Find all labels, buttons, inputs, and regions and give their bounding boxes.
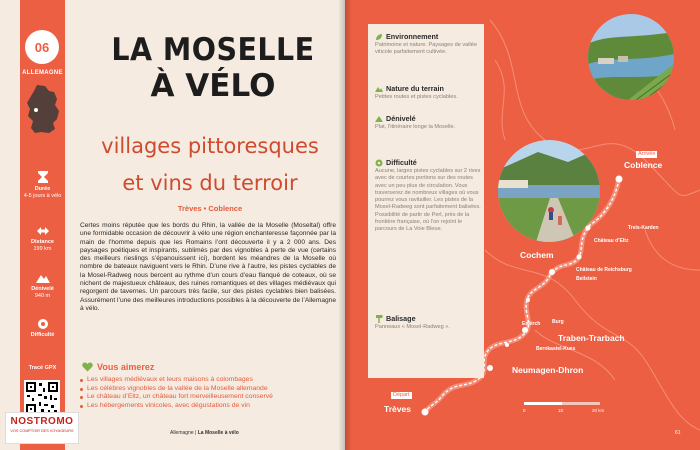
route-label: Trèves • Coblence (177, 204, 243, 213)
duration-label: Durée (34, 186, 51, 192)
distance-block (20, 225, 65, 253)
place-traben-trarbach: Traben-Trarbach (558, 333, 625, 343)
page-title-line1: LA MOSELLE (111, 32, 315, 68)
departure-tag: Départ (393, 392, 410, 398)
vineyard-photo (588, 14, 674, 100)
elevation-icon (375, 115, 383, 123)
map-scale-bar (524, 402, 600, 407)
place-treis-karden: Treis-Karden (628, 225, 659, 231)
place-bernkastel-kues: Bernkastel-Kues (536, 346, 576, 352)
signpost-icon (375, 314, 383, 323)
distance-label: Distance (31, 239, 54, 245)
likes-item: Les célèbres vignobles de la vallée de la Moselle allemande (80, 385, 340, 394)
terrain-icon (375, 85, 383, 93)
place-enkirch: Enkirch (522, 321, 541, 327)
place-treves: Trèves (384, 404, 411, 414)
leaf-icon (375, 33, 383, 41)
difficulty-label: Difficulté (30, 332, 55, 338)
subtitle-line2: et vins du terroir (122, 171, 298, 195)
hourglass-icon (37, 170, 49, 184)
country-label: ALLEMAGNE (22, 70, 63, 76)
arrows-icon (36, 225, 50, 237)
difficulty-gear-icon (375, 159, 383, 167)
scale-label-0: 0 (523, 408, 526, 413)
place-coblence: Coblence (624, 160, 663, 170)
arrival-tag: Arrivée (638, 151, 656, 157)
place-burg: Burg (552, 319, 564, 325)
likes-item: Le château d’Eltz, un château fort merveilleusement conservé (80, 393, 340, 402)
likes-header (82, 362, 154, 372)
place-chateau-reichsburg: Château de Reichsburg (576, 267, 632, 273)
chapter-number: 06 (25, 30, 59, 64)
difficulty-block (20, 318, 65, 339)
gpx-block (20, 365, 65, 372)
cyclists-photo (498, 140, 600, 242)
mountain-icon (36, 272, 50, 284)
info-signage: Balisage Panneaux « Mosel-Radweg ». (375, 314, 450, 330)
info-environment: Environnement Patrimoine et nature. Paysages de vallée viticole parfaitement cultivée. (375, 32, 477, 56)
likes-title: Vous aimerez (97, 362, 155, 372)
elevation-label: Dénivelé (31, 286, 54, 292)
page-title-line2: À VÉLO (150, 68, 276, 104)
info-difficulty: Difficulté Aucune, larges pistes cyclables sur 2 rives avec de courtes portions sur des routes avec un peu plus de circulation. Vous traverserez de nombreux villages où vous pourrez vous ravitailler. Les pistes de la Mosel-Radweg sont parfaitement balisées. Possibilité de partir de Perl, près de la frontière française, où l’on rejoint le parcours de La Voie Bleue. (375, 158, 481, 233)
elevation-value: 940 m (34, 293, 51, 299)
intro-paragraph: Certes moins réputée que les bords du Rhin, la vallée de la Moselle (Moseltal) offre une formidable occasion de découvrir à vélo une région enchanteresse façonnée par la main de l’homme depuis que les Romains l’ont découverte il y a 2 000 ans. Des paysages poétiques et inspirants, sublimés par des vignobles à perte de vue (certains des meilleurs rieslings s’épanouissent ici), bordent les méandres de la Moselle où nombre de bateaux naviguent vers le Rhin. D’une rive à l’autre, les pistes cyclables de la Mosel-Radweg nous bercent au rythme d’un cours d’eau flanqué de coteaux, où se nichent de majestueux châteaux, des ruines romantiques et des villages médiévaux qui regorgent de tavernes. Un parcours très facile, sur des pistes cyclables bien balisées. Assurément l’une des meilleures introductions possibles à la découverte de l’Allemagne à vélo. (80, 222, 336, 312)
qr-code[interactable] (24, 380, 60, 416)
scale-label-10: 10 (558, 408, 564, 413)
nostromo-logo: NOSTROMO VOS COMPTOIR DES VOYAGEURS (5, 412, 79, 444)
place-beilstein: Beilstein (576, 276, 597, 282)
page-number: 61 (675, 430, 681, 436)
duration-value: 4-5 jours à vélo (23, 193, 62, 199)
likes-item: Les villages médiévaux et leurs maisons à colombages (80, 376, 340, 385)
elevation-block (20, 272, 65, 300)
scale-label-20: 20 km (592, 408, 605, 413)
likes-item: Les hébergements vinicoles, avec dégustations de vin (80, 402, 340, 411)
subtitle-line1: villages pittoresques (101, 134, 319, 158)
place-chateau-eltz: Château d’Eltz (594, 238, 629, 244)
distance-value: 199 km (33, 246, 52, 252)
info-terrain: Nature du terrain Petites routes et pistes cyclables. (375, 84, 458, 100)
likes-list (80, 376, 340, 410)
difficulty-icon (37, 318, 49, 330)
sidebar (20, 0, 65, 450)
footer-left: Allemagne | La Moselle à vélo (170, 430, 239, 436)
germany-map-icon (23, 83, 63, 135)
duration-block (20, 170, 65, 200)
gpx-label: Tracé GPX (28, 365, 57, 371)
place-neumagen-dhron: Neumagen-Dhron (512, 365, 584, 375)
heart-icon (82, 362, 93, 372)
place-cochem: Cochem (520, 250, 554, 260)
info-elevation: Dénivelé Plat, l’itinéraire longe la Moselle. (375, 114, 456, 130)
